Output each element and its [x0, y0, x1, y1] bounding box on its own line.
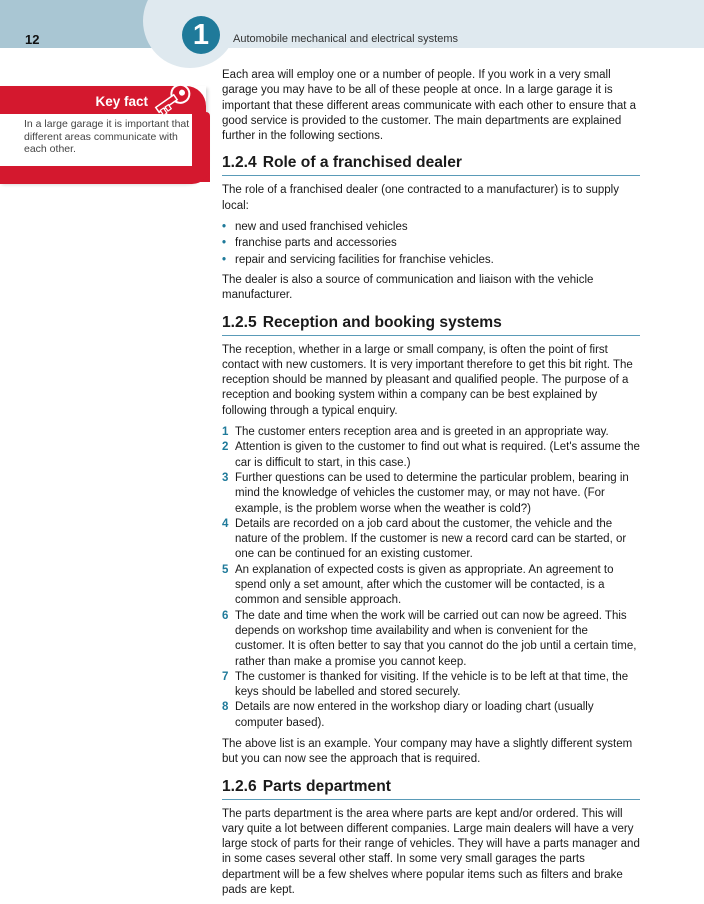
step-number: 3: [222, 471, 229, 484]
section-number: 1.2.4: [222, 154, 257, 172]
section-title: Role of a franchised dealer: [262, 154, 463, 172]
list-item: [222, 471, 640, 517]
step-text: Details are recorded on a job card about the customer, the vehicle and the nature of the problem. If the customer is new a record card can be started, or one can be continued for an existing customer.: [235, 517, 627, 561]
section-heading-franchised-dealer: [222, 154, 640, 176]
step-number: 1: [222, 426, 229, 439]
step-number: 4: [222, 517, 229, 530]
reception-closing: The above list is an example. Your company may have a slightly different system but you can now see the approach that is required.: [222, 737, 633, 766]
list-item: [222, 425, 640, 440]
bullet-icon: •: [222, 237, 227, 250]
step-number: 5: [222, 563, 229, 576]
section-number: 1.2.5: [222, 313, 257, 331]
franchised-dealer-lead: The role of a franchised dealer (one contracted to a manufacturer) is to supply local:: [222, 184, 619, 212]
section-title: Reception and booking systems: [262, 313, 502, 331]
step-text: An explanation of expected costs is given as appropriate. An agreement to spend only a set amount, after which the customer will be contacted, is a common and sensible approach.: [235, 563, 614, 607]
step-number: 7: [222, 670, 229, 683]
bullet-item: [222, 220, 640, 235]
section-title: Parts department: [262, 777, 391, 795]
section-heading-reception: [222, 314, 640, 336]
key-icon: [150, 80, 196, 118]
key-fact-footer-bar: [0, 166, 210, 184]
franchised-dealer-bullet-list: [222, 220, 640, 268]
list-item: [222, 517, 640, 563]
list-item: [222, 700, 640, 731]
step-number: 6: [222, 609, 229, 622]
step-number: 2: [222, 441, 229, 454]
list-item: [222, 440, 640, 471]
list-item: [222, 670, 640, 701]
key-fact-title: Key fact: [95, 94, 148, 109]
step-number: 8: [222, 701, 229, 714]
step-text: Attention is given to the customer to find out what is required. (Let's assume the car is difficult to start, in this case.): [235, 441, 640, 469]
reception-lead: The reception, whether in a large or small company, is often the point of first contact with new customers. It is very important therefore to get this bit right. The reception should be manned by pleasant and qualified people. The purpose of a reception and booking system within a company can be best explained by following through a typical enquiry.: [222, 343, 633, 417]
bullet-item: [222, 253, 640, 268]
bullet-item: [222, 236, 640, 251]
section-number: 1.2.6: [222, 777, 257, 795]
main-content: [222, 68, 640, 904]
chapter-number-badge: 1: [182, 16, 220, 54]
intro-paragraph: Each area will employ one or a number of people. If you work in a very small garage you may have to be all of these people at once. In a large garage it is important that these different areas communicate with each other to ensure that a good service is provided to the customer. The main departments are explained further in the following sections.: [222, 69, 637, 143]
parts-department-paragraph: The parts department is the area where parts are kept and/or ordered. This will vary quite a lot between different companies. Large main dealers will have a very large stock of parts for their range of vehicles. They will have a parts manager and in some cases several other staff. In some very small garages the parts department will be a few shelves where popular items such as filters and brake pads are kept.: [222, 807, 640, 897]
bullet-icon: •: [222, 221, 227, 234]
reception-steps-list: [222, 425, 640, 731]
bullet-icon: •: [222, 253, 227, 266]
page-number: 12: [25, 32, 40, 47]
bullet-text: franchise parts and accessories: [235, 237, 397, 250]
bullet-text: repair and servicing facilities for franchise vehicles.: [235, 253, 494, 266]
step-text: The customer is thanked for visiting. If the vehicle is to be left at that time, the keys should be labelled and stored securely.: [235, 670, 629, 699]
section-heading-parts-department: [222, 778, 640, 800]
list-item: [222, 563, 640, 609]
bullet-text: new and used franchised vehicles: [235, 221, 408, 234]
step-text: Details are now entered in the workshop diary or loading chart (usually computer based).: [235, 701, 594, 729]
step-text: The date and time when the work will be carried out can now be agreed. This depends on workshop time availability and when is convenient for the customer. It is often better to say that you cannot do the job until a certain time, rather than make a promise you cannot keep.: [235, 609, 637, 668]
step-text: Further questions can be used to determine the particular problem, bearing in mind the knowledge of vehicles the customer may, or may not have. (For example, is the problem worse when the weather is cold?): [235, 471, 629, 515]
list-item: [222, 609, 640, 670]
step-text: The customer enters reception area and is greeted in an appropriate way.: [235, 426, 609, 439]
running-title: Automobile mechanical and electrical systems: [233, 33, 458, 45]
franchised-dealer-closing: The dealer is also a source of communication and liaison with the vehicle manufacturer.: [222, 273, 594, 302]
key-fact-text: In a large garage it is important that different areas communicate with each other.: [24, 118, 190, 155]
